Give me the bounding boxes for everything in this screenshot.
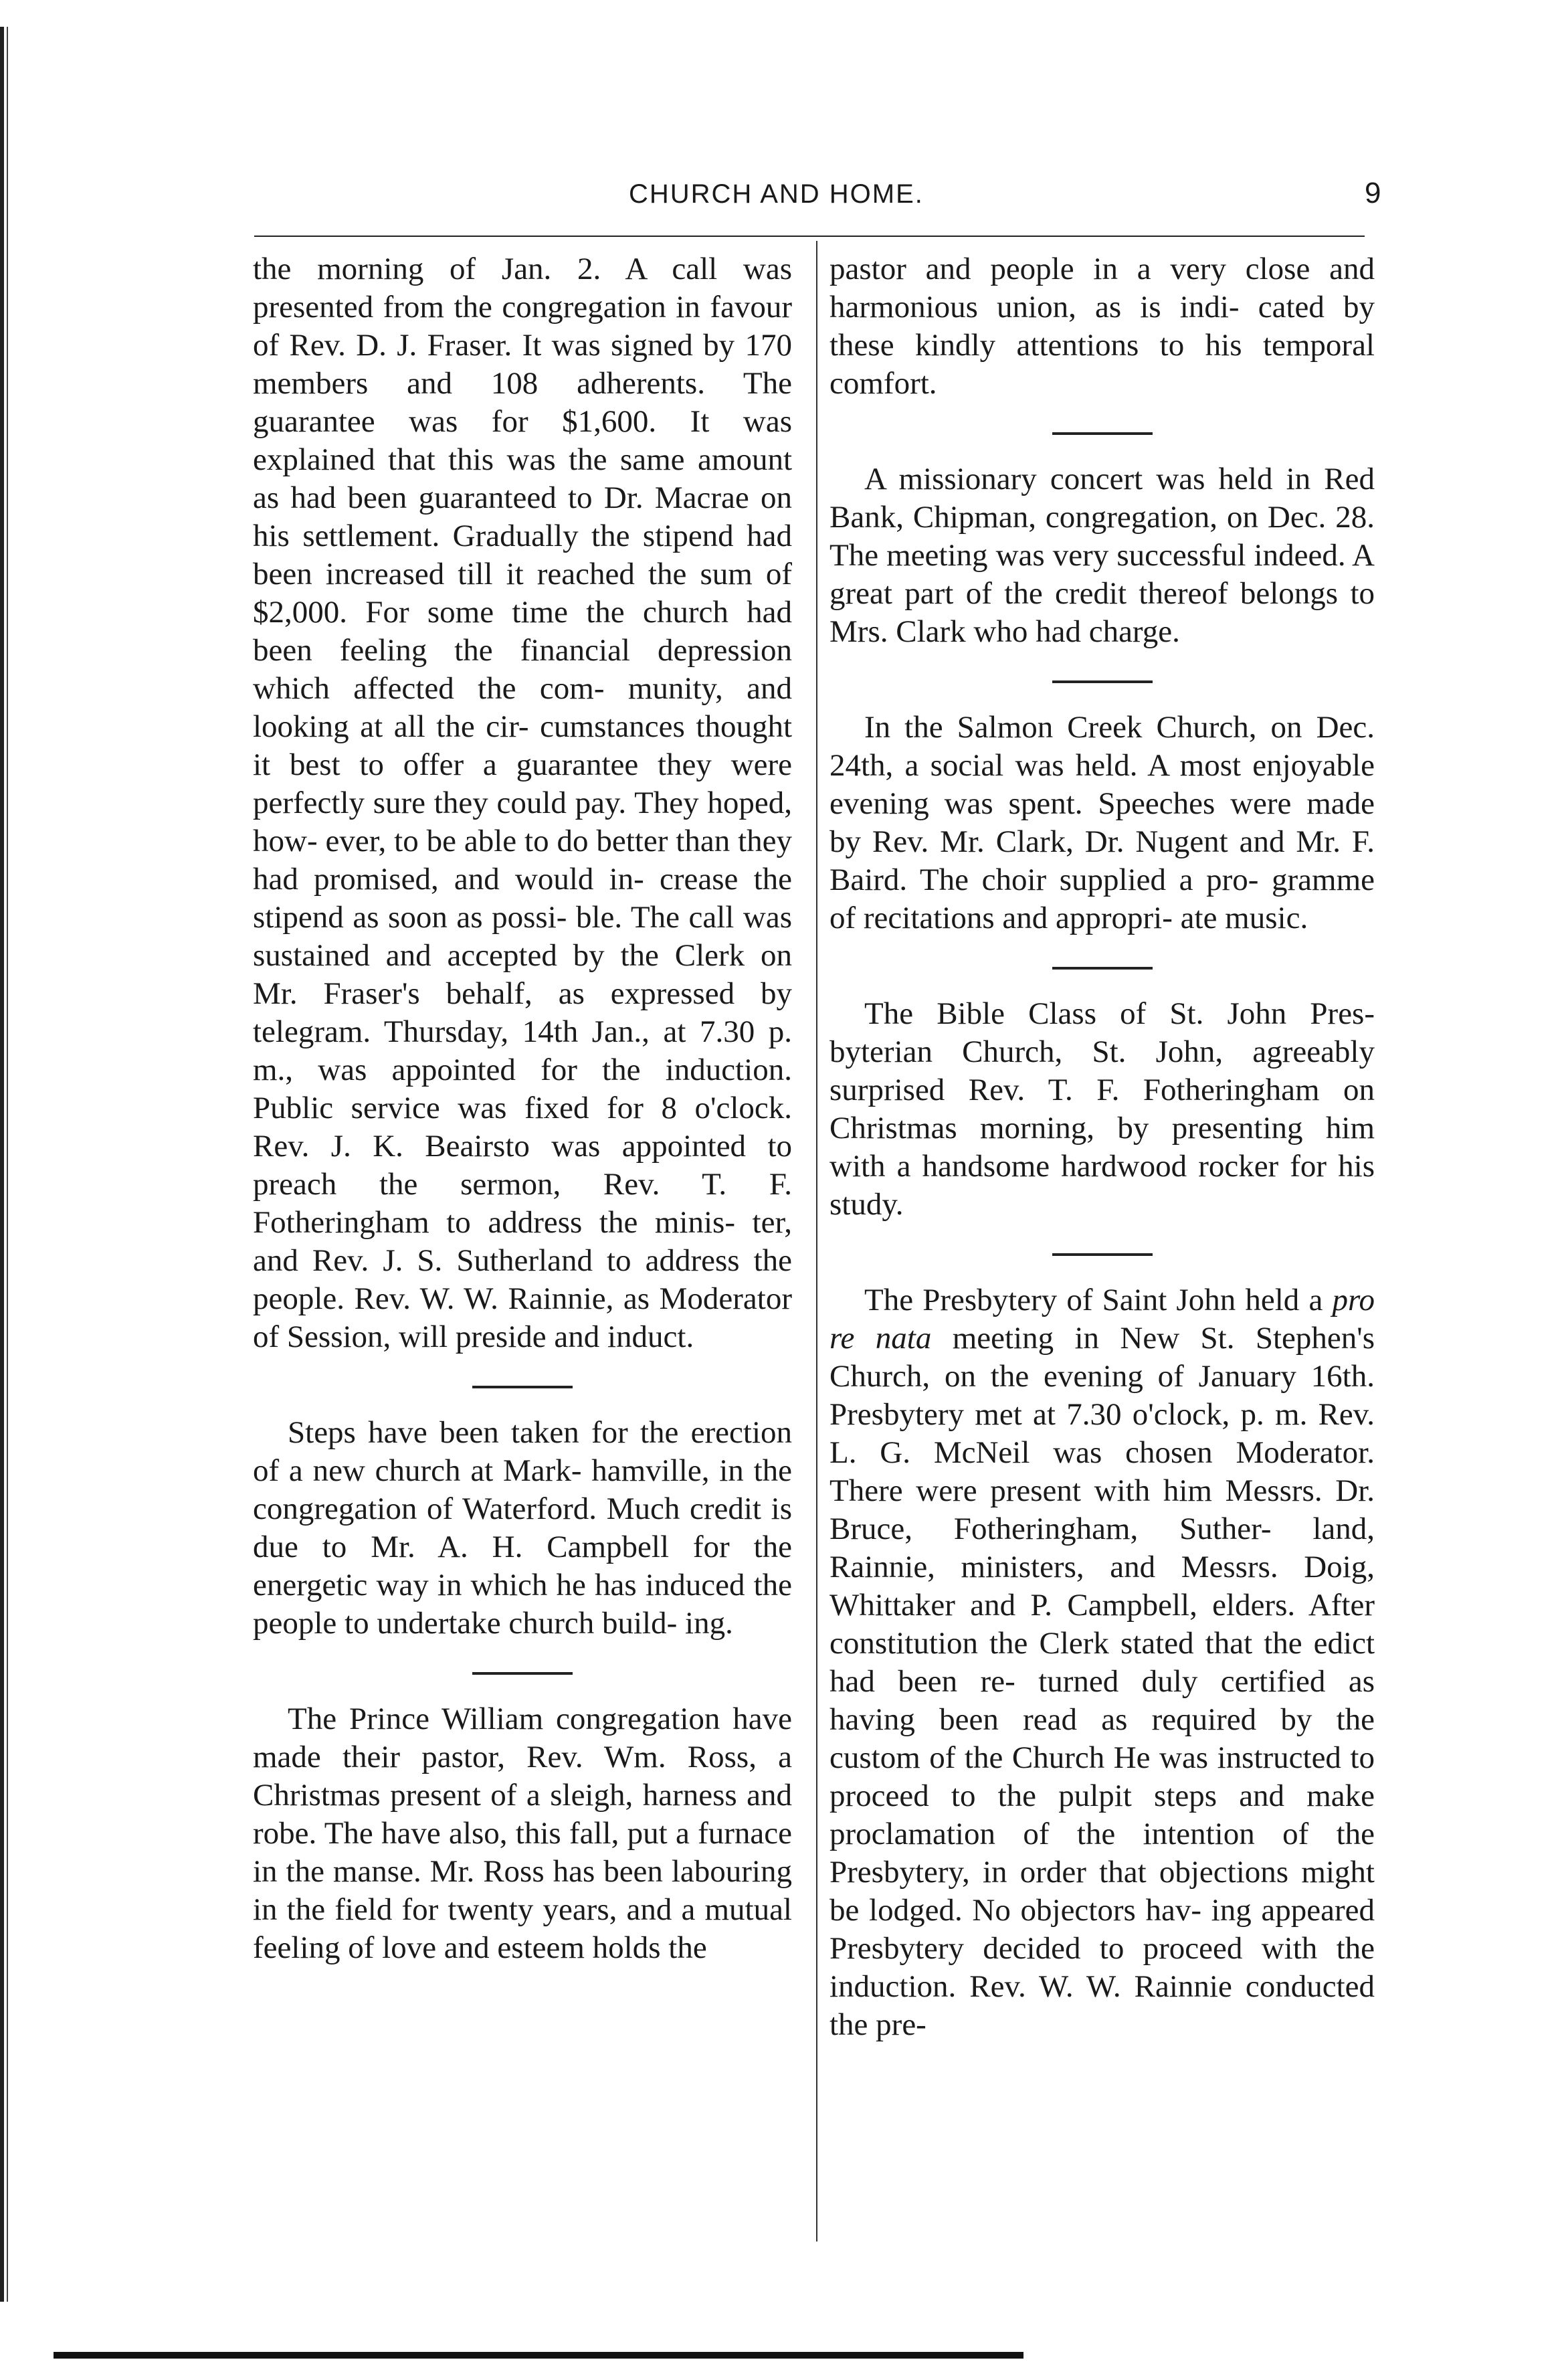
text-line: Rev. J. K. Beairsto was appointed [253,1129,747,1164]
text-line: byterian Church, St. John, agreeably [829,1034,1375,1069]
news-paragraph [829,1281,1375,2044]
text-line: ever, to be able to do better than [325,824,730,858]
text-line: most enjoyable evening was spent. [829,748,1375,821]
right-column [829,250,1375,2044]
left-column [253,250,792,1967]
text-line: people to undertake church build- [253,1606,678,1641]
text-line: Doig, Whittaker and P. Campbell, [829,1550,1375,1623]
text-line: read as required by the custom of [829,1702,1375,1775]
text-line: and harmonious union, as is indi- [829,252,1375,325]
text-line: sum of $2,000. For some time the [253,557,793,630]
text-line: stated that the edict had been re- [829,1626,1375,1699]
text-line: cumstances thought it best to offer a [253,709,792,782]
text-line: settlement. Gradually the stipend [302,519,734,553]
news-paragraph [829,709,1375,937]
text-line: to preach the sermon, Rev. T. F. [253,1129,792,1202]
text-line: elders. After constitution the Clerk [829,1588,1375,1661]
news-paragraph [829,250,1375,403]
text-line: munity, and looking at all the cir- [253,671,792,744]
text-line: the credit thereof belongs to Mrs. [829,576,1375,649]
text-line: signed by 170 members and 108 [253,328,792,401]
text-line: Stephen's Church, on the evening of [829,1321,1375,1394]
text-line: guaranteed to Dr. Macrae on his [253,480,792,553]
text-line: ble. The call was sustained and [253,900,793,973]
text-line: behalf, as expressed by telegram. [253,976,792,1049]
text-line: him with a handsome hardwood [829,1111,1375,1184]
header-rule [254,236,1365,237]
text-line: January 16th. Presbytery met at [829,1359,1375,1432]
text-line: erection of a new church at Mark- [253,1415,793,1488]
text-line: have made their pastor, Rev. Wm. [253,1702,792,1774]
text-line: rocker for his study. [829,1149,1375,1222]
text-line: The Presbytery of Saint John held [864,1283,1300,1317]
text-line: There were present with him Messrs. [829,1473,1323,1508]
text-line: W. W. Rainnie conducted the pre- [829,1969,1375,2042]
text-line: adherents. The guarantee was for [253,366,793,439]
text-line: was appointed for the induction. [318,1052,792,1087]
text-line: Rainnie, as Moderator of Session, [253,1281,792,1354]
text-line: might be lodged. No objectors hav- [829,1855,1375,1928]
text-line: pastor and people in a very close [829,252,1310,286]
text-line: ing appeared Presbytery decided to [829,1893,1375,1966]
paragraph-separator [472,1672,573,1675]
running-title: CHURCH AND HOME. [629,179,924,209]
text-line: ate music. [1180,901,1308,935]
text-line: The Bible Class of St. John Pres- [864,996,1375,1031]
text-line: Red Bank, Chipman, congregation, [829,462,1375,535]
text-line: ing. [685,1606,733,1641]
text-line: 7.30 o'clock, p. m. Rev. L. G. [829,1397,1375,1470]
text-line: Public service was fixed for 8 o'clock. [253,1091,792,1125]
text-line: Baird. The choir supplied a pro- [829,862,1259,897]
text-line: address the people. Rev. W. W. [253,1243,793,1316]
text-line: the Church He was instructed to [964,1740,1375,1775]
text-line: successful indeed. A great part of [829,538,1375,611]
text-line: his temporal comfort. [829,328,1375,401]
text-line: McNeil was chosen Moderator. [933,1435,1375,1470]
column-divider [816,241,817,2241]
text-line: Presbytery, in order that objections [829,1855,1289,1890]
text-line: proceed to the pulpit steps and make [829,1778,1375,1813]
text-line: surprised Rev. T. F. Fotheringham [829,1073,1320,1107]
text-line: on Christmas morning, by presenting [829,1073,1375,1146]
text-line: way in which he has induced the [376,1568,793,1603]
text-line: $1,600. It was explained that this [253,404,792,477]
paragraph-separator [472,1386,573,1388]
text-line: they had promised, and would in- [253,824,793,897]
binding-edge [0,27,15,2302]
paragraph-separator [1052,1253,1153,1256]
text-line: they could pay. They hoped, how- [253,786,792,858]
text-line: favour of Rev. D. J. Fraser. It was [253,290,792,363]
news-paragraph [829,995,1375,1224]
text-line: Ross, a Christmas present of a sleigh, [253,1740,793,1813]
text-line: depression which affected the com- [253,633,792,706]
paragraph-separator [1052,967,1153,970]
text-line: Speeches were made by Rev. Mr. [829,786,1375,859]
text-line: Steps have been taken for the [288,1415,679,1450]
text-line: Thursday, 14th Jan., at 7.30 p. m., [253,1014,793,1087]
text-line: this fall, put a furnace in the manse. [253,1816,793,1889]
text-line: turned duly certified as having been [829,1664,1375,1737]
bottom-page-edge [54,2352,1023,2359]
text-line: Dec. 24th, a social was held. A [829,710,1375,783]
news-paragraph [253,250,792,1356]
text-line: Fotheringham to address the minis- [253,1205,735,1240]
text-line: ter, and Rev. J. S. Sutherland to [253,1205,792,1278]
text-line: harness and robe. The have also, [253,1778,792,1851]
text-line: Dr. Bruce, Fotheringham, Suther- [829,1473,1375,1546]
text-line: proclamation of the intention of the [829,1817,1375,1851]
page-header [0,179,1564,226]
news-paragraph [253,1700,792,1967]
text-line: crease the stipend as soon as possi- [253,862,792,935]
text-line: the morning of Jan. 2. A call was [253,252,792,286]
text-line: The Prince William congregation [288,1702,720,1736]
text-line: accepted by the Clerk on Mr. Fraser's [253,938,793,1011]
text-line: Mr. Ross has been labouring in the [253,1854,792,1927]
text-line: hamville, in the congregation of [253,1453,792,1526]
text-line: on Dec. 28. The meeting was very [829,500,1375,573]
text-line: proceed with the induction. Rev. [829,1931,1375,2004]
paragraph-separator [1052,680,1153,683]
text-line: gramme of recitations and appropri- [829,862,1375,935]
text-line: a pro re nata meeting in New St. [829,1283,1375,1356]
paragraph-separator [1052,432,1153,435]
text-line: was the same amount as had been [253,442,792,515]
text-line: Mr. A. H. Campbell for the energetic [253,1530,793,1603]
text-line: cated by these kindly attentions to [829,290,1375,363]
text-line: Clark, Dr. Nugent and Mr. F. [995,824,1375,859]
text-line: field for twenty years, and a mutual [334,1892,792,1927]
text-line: church had been feeling the financial [253,595,793,668]
text-line: Waterford. Much credit is due to [253,1491,792,1564]
text-line: had been increased till it reached the [253,519,793,591]
news-paragraph [253,1414,792,1643]
text-line: Clark who had charge. [896,614,1180,649]
text-line: presented from the congregation in [253,290,700,325]
text-line: land, Rainnie, ministers, and Messrs. [829,1512,1375,1584]
page-number: 9 [1365,177,1381,209]
text-line: will preside and induct. [399,1319,694,1354]
text-line: In the Salmon Creek Church, on [864,710,1302,745]
news-paragraph [829,460,1375,651]
text-line: feeling of love and esteem holds the [253,1930,707,1965]
text-line: guarantee they were perfectly sure [253,747,793,820]
text-line: A missionary concert was held in [864,462,1311,496]
